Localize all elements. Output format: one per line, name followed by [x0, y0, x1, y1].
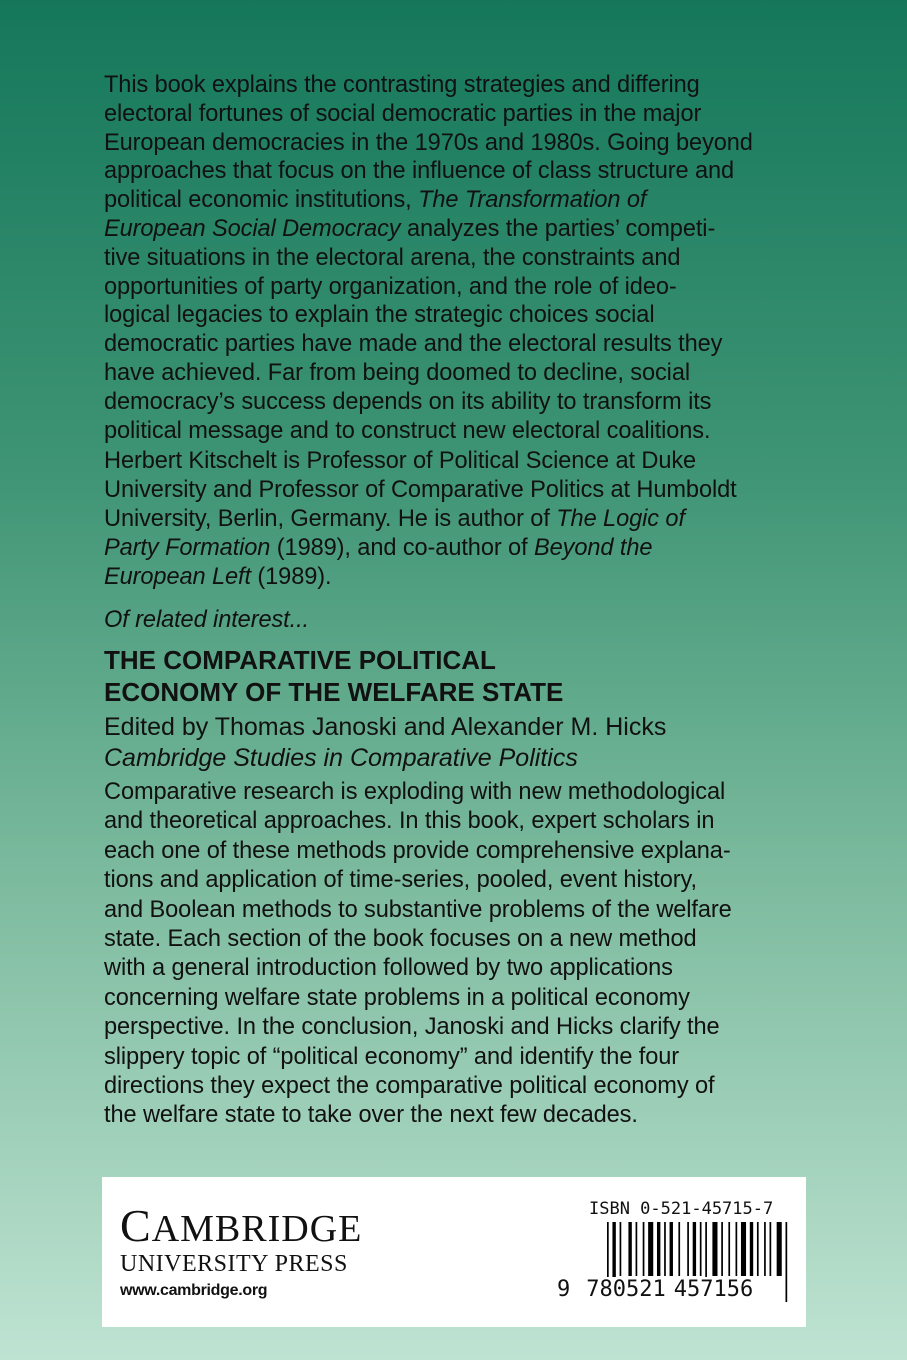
text-segment: perspective. In the conclusion, Janoski and Hicks clarify the	[104, 1014, 720, 1041]
text-line	[104, 563, 737, 592]
text-segment: slippery topic of “political economy” and identify the four	[104, 1043, 680, 1070]
barcode-bar	[721, 1222, 723, 1276]
barcode-bar	[693, 1222, 696, 1276]
barcode-bar	[700, 1222, 702, 1276]
barcode-bar	[741, 1222, 746, 1276]
text-line	[104, 388, 753, 417]
barcode-bar	[643, 1222, 645, 1276]
text-line	[104, 866, 732, 895]
barcode-bar	[750, 1222, 753, 1276]
italic-title-text: European Social Democracy	[104, 215, 401, 242]
barcode-bar	[736, 1222, 738, 1276]
text-line	[104, 896, 732, 925]
ean-digits	[556, 1277, 754, 1303]
text-line	[104, 100, 753, 129]
text-segment: Herbert Kitschelt is Professor of Political Science at Duke	[104, 448, 697, 474]
text-segment: state. Each section of the book focuses on a new method	[104, 925, 697, 952]
text-segment: University and Professor of Comparative Politics at Humboldt	[104, 477, 737, 503]
logo-subtitle: UNIVERSITY PRESS	[120, 1251, 348, 1277]
text-segment: concerning welfare state problems in a political economy	[104, 984, 690, 1011]
text-segment: and theoretical approaches. In this book, expert scholars in	[104, 808, 715, 835]
logo-initial: C	[120, 1200, 152, 1251]
text-line	[104, 330, 753, 359]
book-description	[104, 71, 753, 445]
text-segment: and Boolean methods to substantive problems of the welfare	[104, 896, 732, 923]
text-line	[104, 359, 753, 388]
text-segment: have achieved. Far from being doomed to decline, social	[104, 359, 690, 386]
text-line	[104, 129, 753, 158]
text-line	[104, 534, 737, 563]
text-segment: (1989), and co-author of	[270, 535, 534, 561]
text-line	[104, 984, 732, 1013]
barcode-bar	[678, 1222, 680, 1276]
related-interest-heading: Of related interest...	[104, 607, 309, 633]
publisher-url: www.cambridge.org	[120, 1282, 268, 1299]
barcode-bar	[770, 1222, 772, 1276]
barcode-bar	[712, 1222, 717, 1276]
text-segment: directions they expect the comparative political economy of	[104, 1072, 715, 1099]
text-segment: democratic parties have made and the electoral results they	[104, 331, 723, 358]
related-book-blurb	[104, 778, 732, 1131]
text-line	[104, 1013, 732, 1042]
barcode-bar	[628, 1222, 631, 1276]
text-segment: the welfare state to take over the next few decades.	[104, 1102, 638, 1129]
text-line	[104, 157, 753, 186]
text-segment: each one of these methods provide comprehensive explana-	[104, 837, 731, 864]
barcode-bar	[757, 1222, 759, 1276]
text-line	[104, 954, 732, 983]
text-segment: This book explains the contrasting strategies and differing	[104, 72, 700, 98]
text-line	[104, 71, 753, 100]
text-line	[104, 476, 737, 505]
title-line: ECONOMY OF THE WELFARE STATE	[104, 677, 564, 707]
text-line	[104, 807, 732, 836]
text-segment: analyzes the parties’ competi-	[400, 215, 716, 242]
barcode-bar	[620, 1222, 622, 1276]
related-book-credits	[104, 712, 666, 774]
text-segment: political message and to construct new electoral coalitions.	[104, 417, 711, 444]
barcode-bar	[664, 1222, 666, 1276]
text-segment: logical legacies to explain the strategic choices social	[104, 302, 655, 329]
italic-title-text: Beyond the	[534, 535, 653, 561]
text-segment: democracy’s success depends on its ability to transform its	[104, 388, 712, 415]
isbn-label: ISBN 0-521-45715-7	[589, 1199, 774, 1219]
text-line	[104, 505, 737, 534]
logo-name: AMBRIDGE	[151, 1208, 363, 1250]
barcode-bar	[728, 1222, 730, 1276]
text-segment: Comparative research is exploding with new methodological	[104, 779, 726, 805]
text-segment: European democracies in the 1970s and 1980s. Going beyond	[104, 129, 753, 156]
barcode-bar	[777, 1222, 782, 1276]
text-segment: approaches that focus on the influence of class structure and	[104, 158, 735, 185]
editors: Edited by Thomas Janoski and Alexander M. Hicks	[104, 713, 667, 741]
barcode-bar	[648, 1222, 653, 1276]
text-line	[104, 215, 753, 244]
text-segment: (1989).	[250, 564, 332, 590]
text-line	[104, 301, 753, 330]
text-line	[104, 186, 753, 215]
text-line	[104, 1101, 732, 1130]
publisher-barcode-panel	[102, 1177, 806, 1327]
text-segment: tive situations in the electoral arena, the constraints and	[104, 244, 681, 271]
barcode-bar	[786, 1222, 788, 1302]
text-segment: University, Berlin, Germany. He is author of	[104, 506, 557, 532]
text-line	[104, 837, 732, 866]
series-name: Cambridge Studies in Comparative Politics	[104, 744, 578, 772]
italic-title-text: The Logic of	[556, 506, 685, 532]
text-line	[104, 925, 732, 954]
text-segment: with a general introduction followed by two applications	[104, 955, 673, 982]
ean-group-2: 457156	[673, 1277, 754, 1302]
barcode-bar	[670, 1222, 673, 1276]
text-segment: tions and application of time-series, pooled, event history,	[104, 867, 697, 894]
text-line	[104, 1072, 732, 1101]
barcode-bar	[687, 1222, 689, 1276]
text-line	[104, 417, 753, 446]
text-segment: electoral fortunes of social democratic parties in the major	[104, 100, 702, 127]
related-book-title	[104, 644, 563, 708]
barcode-bar	[636, 1222, 638, 1276]
text-line	[104, 1043, 732, 1072]
title-line: THE COMPARATIVE POLITICAL	[104, 645, 496, 675]
italic-title-text: European Left	[104, 564, 251, 590]
text-line	[104, 273, 753, 302]
barcode-bar	[657, 1222, 660, 1276]
text-line	[104, 778, 732, 807]
text-segment: opportunities of party organization, and the role of ideo-	[104, 273, 677, 300]
barcode-bar	[764, 1222, 766, 1276]
author-bio	[104, 447, 737, 592]
italic-title-text: The Transformation of	[418, 187, 647, 214]
italic-title-text: Party Formation	[104, 535, 271, 561]
ean-lead-digit: 9	[557, 1277, 571, 1302]
text-line	[104, 447, 737, 476]
cambridge-logo	[120, 1200, 363, 1303]
text-segment: political economic institutions,	[104, 187, 419, 214]
text-line	[104, 244, 753, 273]
ean-group-1: 780521	[586, 1277, 666, 1302]
